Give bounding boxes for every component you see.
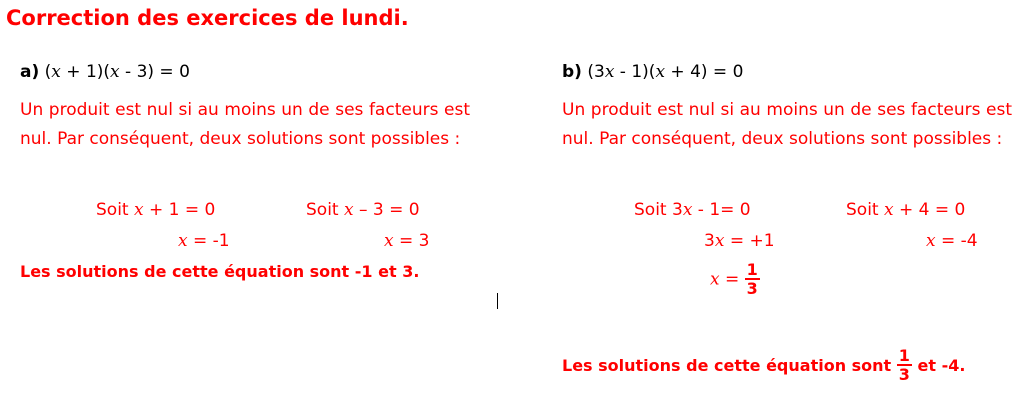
label-b: b)	[562, 62, 582, 82]
step2-right-a: x = 3	[384, 231, 430, 251]
conclusion-b: Les solutions de cette équation sont $\frac{1}{3}$ et -4.	[562, 346, 966, 384]
conclusion-a: Les solutions de cette équation sont -1 et 3.	[20, 262, 420, 281]
page-title: Correction des exercices de lundi.	[6, 6, 409, 30]
step2-right-b: x = -4	[926, 231, 978, 251]
label-a: a)	[20, 62, 40, 82]
step1-right-b: Soit x + 4 = 0	[846, 200, 966, 220]
step1-right-a: Soit x – 3 = 0	[306, 200, 420, 220]
explanation-b: Un produit est nul si au moins un de ses facteurs est nul. Par conséquent, deux solutions sont possibles :	[562, 100, 1012, 149]
divider-line	[497, 293, 498, 309]
fraction-one-third: $\frac{1}{3}$	[746, 260, 758, 298]
step2-left-b: 3x = +1	[704, 231, 775, 251]
fraction-one-third-conclusion: $\frac{1}{3}$	[898, 346, 910, 384]
step1-left-a: Soit x + 1 = 0	[96, 200, 216, 220]
equation-a: a) (x + 1)(x - 3) = 0	[20, 62, 190, 82]
step2-left-a: x = -1	[178, 231, 230, 251]
explanation-a: Un produit est nul si au moins un de ses facteurs est nul. Par conséquent, deux solutions sont possibles :	[20, 100, 470, 149]
step1-left-b: Soit 3x - 1= 0	[634, 200, 751, 220]
step3-fraction-b: x = $\frac{1}{3}$	[710, 260, 758, 298]
equation-b: b) (3x - 1)(x + 4) = 0	[562, 62, 744, 82]
